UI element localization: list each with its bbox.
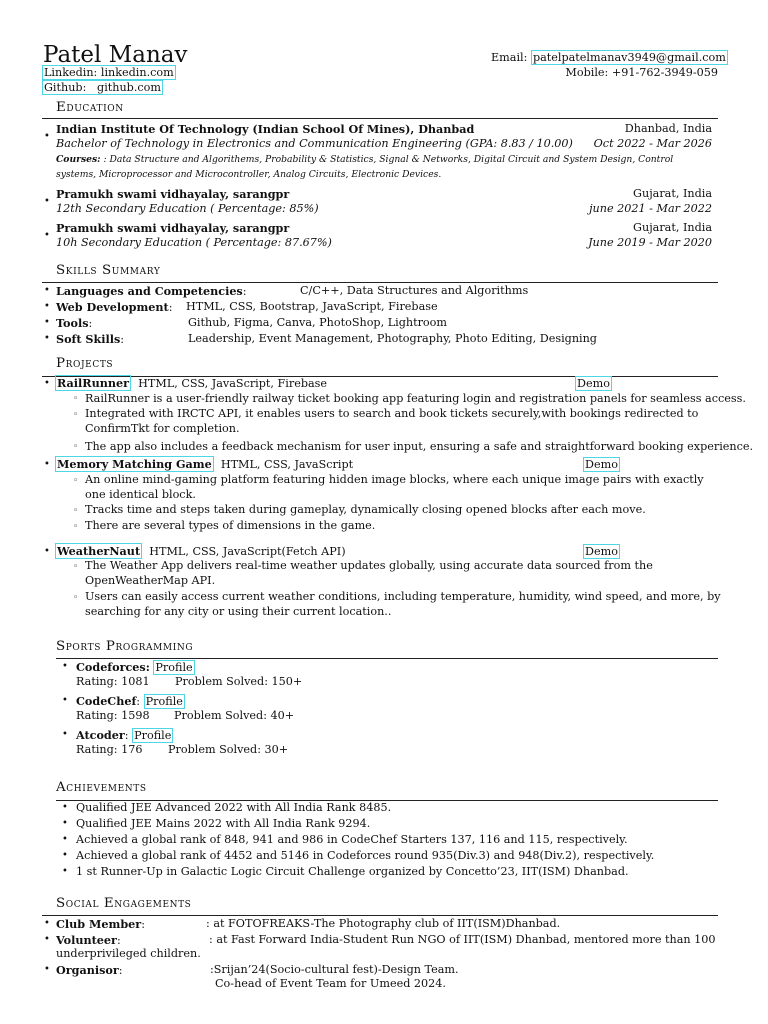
sub-bullet: ◦	[73, 522, 79, 532]
sub-bullet: ◦	[73, 593, 79, 603]
demo-link[interactable]: Demo	[585, 458, 618, 471]
bullet: •	[44, 459, 50, 470]
cp-heading: Codeforces: Profile	[76, 660, 193, 674]
project-point: The app also includes a feedback mechanism for user input, ensuring a safe and straightforward booking experience.	[85, 440, 754, 453]
bullet: •	[44, 196, 50, 207]
sub-bullet: ◦	[73, 562, 79, 572]
sub-bullet: ◦	[73, 476, 79, 486]
achievement-item: Achieved a global rank of 848, 941 and 986 in CodeChef Starters 137, 116 and 115, respectively.	[76, 833, 628, 846]
bullet: •	[44, 378, 50, 389]
school-name: Pramukh swami vidhayalay, sarangpr	[56, 187, 290, 201]
bullet: •	[62, 850, 68, 861]
degree: Bachelor of Technology in Electronics and Communication Engineering (GPA: 8.83 / 10.00)	[56, 137, 573, 150]
skill-value: Github, Figma, Canva, PhotoShop, Lightroom	[188, 316, 448, 329]
dates: June 2019 - Mar 2020	[588, 236, 712, 249]
section-title-social: Social Engagements	[56, 896, 192, 911]
project-link[interactable]: WeatherNaut	[57, 544, 141, 558]
bullet: •	[62, 818, 68, 829]
skill-label: Tools:	[56, 316, 93, 330]
social-value: underprivileged children.	[56, 947, 201, 960]
github-link[interactable]: Github: github.com	[44, 81, 162, 94]
project-point: Tracks time and steps taken during gameplay, dynamically closing opened blocks after each move.	[85, 503, 646, 516]
profile-link[interactable]: Profile	[155, 661, 193, 674]
bullet: •	[44, 230, 50, 241]
degree: 10h Secondary Education ( Percentage: 87.67%)	[56, 236, 332, 249]
section-rule	[56, 658, 718, 659]
bullet: •	[44, 285, 50, 296]
cp-rating: Rating: 176	[76, 743, 143, 756]
social-label: Volunteer:	[56, 933, 121, 947]
dates: june 2021 - Mar 2022	[589, 202, 712, 215]
demo-link[interactable]: Demo	[577, 377, 610, 390]
bullet: •	[44, 546, 50, 557]
linkedin-link[interactable]: Linkedin: linkedin.com	[44, 66, 174, 79]
demo-link[interactable]: Demo	[585, 545, 618, 558]
project-point: RailRunner is a user-friendly railway ticket booking app featuring login and registration panels for seamless access.	[85, 392, 746, 405]
project-link[interactable]: Memory Matching Game	[57, 457, 212, 471]
achievement-item: Qualified JEE Advanced 2022 with All India Rank 8485.	[76, 801, 392, 814]
bullet: •	[62, 802, 68, 813]
project-heading: Memory Matching Game HTML, CSS, JavaScript	[57, 457, 354, 471]
courses-line: systems, Microprocessor and Microcontroller, Analog Circuits, Electronic Devices.	[56, 169, 442, 180]
section-title-projects: Projects	[56, 356, 114, 371]
courses-line: Courses: : Data Structure and Algorithems, Probability & Statistics, Signal & Networks, Digital Circuit and System Design, Control	[56, 154, 674, 165]
section-rule	[42, 915, 718, 916]
school-location: Dhanbad, India	[624, 122, 712, 135]
email-row: Email: patelpatelmanav3949@gmail.com	[491, 51, 726, 64]
cp-solved: Problem Solved: 40+	[174, 709, 295, 722]
section-rule	[42, 282, 718, 283]
social-label: Club Member:	[56, 917, 145, 931]
bullet: •	[44, 964, 50, 975]
skill-value: HTML, CSS, Bootstrap, JavaScript, Firebase	[186, 300, 438, 313]
sub-bullet: ◦	[73, 506, 79, 516]
project-point: The Weather App delivers real-time weather updates globally, using accurate data sourced from the OpenWeatherMap API.	[85, 559, 653, 587]
cp-solved: Problem Solved: 30+	[168, 743, 289, 756]
skill-value: Leadership, Event Management, Photography, Photo Editing, Designing	[188, 332, 597, 345]
email-link[interactable]: patelpatelmanav3949@gmail.com	[532, 51, 726, 64]
cp-solved: Problem Solved: 150+	[175, 675, 303, 688]
bullet: •	[62, 661, 68, 672]
candidate-name: Patel Manav	[43, 42, 188, 68]
skill-value: C/C++, Data Structures and Algorithms	[300, 284, 529, 297]
bullet: •	[44, 317, 50, 328]
bullet: •	[44, 934, 50, 945]
project-link[interactable]: RailRunner	[57, 376, 130, 390]
bullet: •	[44, 131, 50, 142]
social-value: Co-head of Event Team for Umeed 2024.	[215, 977, 446, 990]
achievement-item: Achieved a global rank of 4452 and 5146 in Codeforces round 935(Div.3) and 948(Div.2), respectively.	[76, 849, 655, 862]
profile-link[interactable]: Profile	[145, 695, 183, 708]
sub-bullet: ◦	[73, 442, 79, 452]
mobile: Mobile: +91-762-3949-059	[565, 66, 718, 79]
sub-bullet: ◦	[73, 394, 79, 404]
cp-heading: CodeChef: Profile	[76, 694, 183, 708]
dates: Oct 2022 - Mar 2026	[593, 137, 712, 150]
bullet: •	[44, 301, 50, 312]
section-title-achievements: Achievements	[56, 780, 147, 795]
bullet: •	[62, 866, 68, 877]
section-title-education: Education	[56, 100, 124, 115]
achievement-item: 1 st Runner-Up in Galactic Logic Circuit Challenge organized by Concetto’23, IIT(ISM) Dhanbad.	[76, 865, 629, 878]
skill-label: Web Development:	[56, 300, 173, 314]
social-value: : at FOTOFREAKS-The Photography club of IIT(ISM)Dhanbad.	[206, 917, 561, 930]
profile-link[interactable]: Profile	[134, 729, 172, 742]
cp-rating: Rating: 1081	[76, 675, 150, 688]
bullet: •	[44, 333, 50, 344]
social-value: :Srijan’24(Socio-cultural fest)-Design Team.	[210, 963, 459, 976]
school-location: Gujarat, India	[633, 221, 712, 234]
project-point: An online mind-gaming platform featuring hidden image blocks, where each unique image pairs with exactly one identical block.	[85, 473, 704, 501]
social-label: Organisor:	[56, 963, 123, 977]
school-location: Gujarat, India	[633, 187, 712, 200]
section-title-skills: Skills Summary	[56, 263, 161, 278]
project-heading: RailRunner HTML, CSS, JavaScript, Firebase	[57, 376, 328, 390]
achievement-item: Qualified JEE Mains 2022 with All India Rank 9294.	[76, 817, 371, 830]
project-point: Integrated with IRCTC API, it enables users to search and book tickets securely,with bookings redirected to ConfirmTkt for completion.	[85, 407, 699, 435]
bullet: •	[62, 729, 68, 740]
degree: 12th Secondary Education ( Percentage: 85%)	[56, 202, 319, 215]
bullet: •	[62, 695, 68, 706]
skill-label: Soft Skills:	[56, 332, 125, 346]
sub-bullet: ◦	[73, 410, 79, 420]
school-name: Indian Institute Of Technology (Indian School Of Mines), Dhanbad	[56, 122, 475, 136]
section-rule	[42, 118, 718, 119]
cp-heading: Atcoder: Profile	[76, 728, 172, 742]
bullet: •	[62, 834, 68, 845]
project-point: There are several types of dimensions in the game.	[85, 519, 376, 532]
school-name: Pramukh swami vidhayalay, sarangpr	[56, 221, 290, 235]
social-value: : at Fast Forward India-Student Run NGO of IIT(ISM) Dhanbad, mentored more than 100	[209, 933, 716, 946]
skill-label: Languages and Competencies:	[56, 284, 247, 298]
project-point: Users can easily access current weather conditions, including temperature, humidity, wind speed, and more, by searching for any city or using their current location..	[85, 590, 721, 618]
cp-rating: Rating: 1598	[76, 709, 150, 722]
bullet: •	[44, 918, 50, 929]
project-heading: WeatherNaut HTML, CSS, JavaScript(Fetch API)	[57, 544, 346, 558]
section-title-sports: Sports Programming	[56, 639, 194, 654]
